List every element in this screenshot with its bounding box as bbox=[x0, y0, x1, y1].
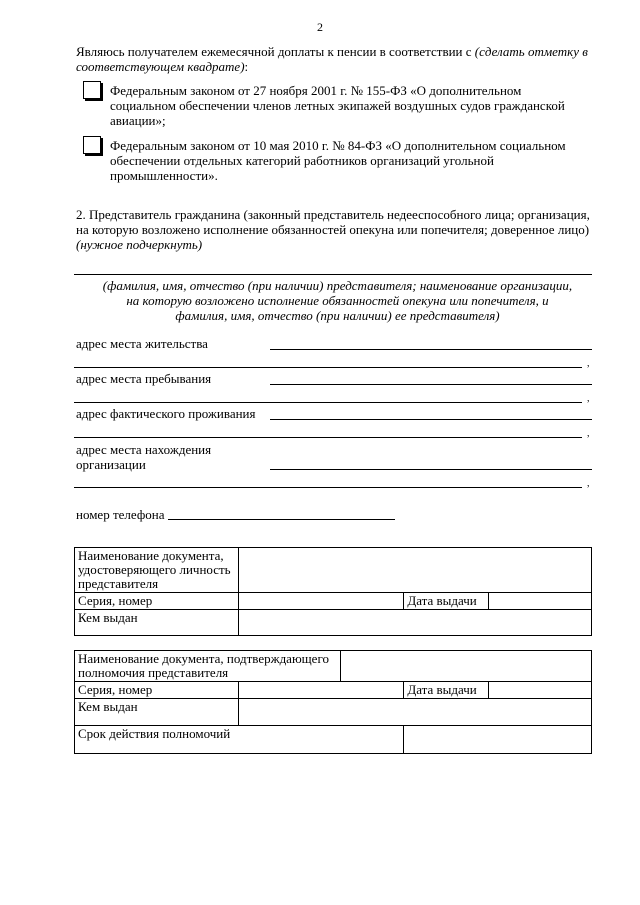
option-law-155-text: Федеральным законом от 27 ноября 2001 г. № 155-ФЗ «О дополнительном социальном обеспечении членов летных экипажей воздушных судов гражданской авиации»; bbox=[110, 83, 565, 128]
section-2-paragraph bbox=[76, 207, 596, 252]
checkbox-law-155[interactable] bbox=[83, 81, 101, 99]
phone-label: номер телефона bbox=[76, 507, 165, 522]
identity-doc-series-field[interactable] bbox=[238, 593, 404, 610]
address-residence-comma: , bbox=[587, 358, 590, 369]
identity-doc-name-field[interactable] bbox=[238, 548, 591, 593]
intro-text: Являюсь получателем ежемесячной доплаты к пенсии в соответствии с bbox=[76, 44, 475, 59]
authority-doc-series-label: Серия, номер bbox=[75, 682, 239, 699]
address-org-line-1[interactable] bbox=[270, 469, 592, 470]
section-2-note: (нужное подчеркнуть) bbox=[76, 237, 203, 252]
authority-doc-date-label: Дата выдачи bbox=[404, 682, 489, 699]
phone-line[interactable] bbox=[168, 519, 395, 520]
address-stay-comma: , bbox=[587, 393, 590, 404]
address-actual-label: адрес фактического проживания bbox=[76, 406, 256, 421]
address-actual-line-2[interactable] bbox=[74, 437, 582, 438]
address-residence-label: адрес места жительства bbox=[76, 336, 208, 351]
address-actual-line-1[interactable] bbox=[270, 419, 592, 420]
address-stay-line-1[interactable] bbox=[270, 384, 592, 385]
intro-note: (сделать отметку в соответствующем квадрате) bbox=[76, 44, 588, 74]
identity-doc-date-label: Дата выдачи bbox=[404, 593, 489, 610]
representative-caption: (фамилия, имя, отчество (при наличии) представителя; наименование организации, на которую возложено исполнение обязанностей опекуна или попечителя, и фамилия, имя, отчество (при наличии) ее представителя) bbox=[102, 278, 573, 323]
authority-doc-issued-by-field[interactable] bbox=[238, 699, 591, 726]
address-residence-line-2[interactable] bbox=[74, 367, 582, 368]
section-2-text: 2. Представитель гражданина (законный представитель недееспособного лица; организация, на которую возложено исполнение обязанностей опекуна или попечителя; доверенное лицо) bbox=[76, 207, 590, 237]
page-number: 2 bbox=[317, 20, 323, 34]
option-law-84-text: Федеральным законом от 10 мая 2010 г. № 84-ФЗ «О дополнительном социальном обеспечении отдельных категорий работников организаций угольной промышленности». bbox=[110, 138, 566, 183]
identity-doc-issued-by-field[interactable] bbox=[238, 610, 591, 636]
authority-doc-validity-label: Срок действия полномочий bbox=[75, 726, 404, 754]
identity-document-table bbox=[74, 547, 592, 636]
identity-doc-date-field[interactable] bbox=[489, 593, 592, 610]
authority-doc-series-field[interactable] bbox=[238, 682, 404, 699]
representative-name-line[interactable] bbox=[74, 274, 592, 275]
identity-doc-issued-by-label: Кем выдан bbox=[75, 610, 239, 636]
authority-doc-name-label: Наименование документа, подтверждающего полномочия представителя bbox=[75, 651, 341, 682]
authority-doc-validity-field[interactable] bbox=[404, 726, 592, 754]
authority-document-table bbox=[74, 650, 592, 754]
address-org-line-2[interactable] bbox=[74, 487, 582, 488]
address-stay-line-2[interactable] bbox=[74, 402, 582, 403]
authority-doc-name-field[interactable] bbox=[340, 651, 591, 682]
checkbox-law-84[interactable] bbox=[83, 136, 101, 154]
address-stay-label: адрес места пребывания bbox=[76, 371, 212, 386]
identity-doc-name-label: Наименование документа, удостоверяющего личность представителя bbox=[75, 548, 239, 593]
address-org-comma: , bbox=[587, 478, 590, 489]
identity-doc-series-label: Серия, номер bbox=[75, 593, 239, 610]
authority-doc-date-field[interactable] bbox=[489, 682, 592, 699]
address-actual-comma: , bbox=[587, 428, 590, 439]
intro-colon: : bbox=[244, 59, 249, 74]
authority-doc-issued-by-label: Кем выдан bbox=[75, 699, 239, 726]
intro-paragraph bbox=[76, 44, 596, 74]
address-residence-line-1[interactable] bbox=[270, 349, 592, 350]
address-org-label: адрес места нахождения организации bbox=[76, 442, 212, 472]
